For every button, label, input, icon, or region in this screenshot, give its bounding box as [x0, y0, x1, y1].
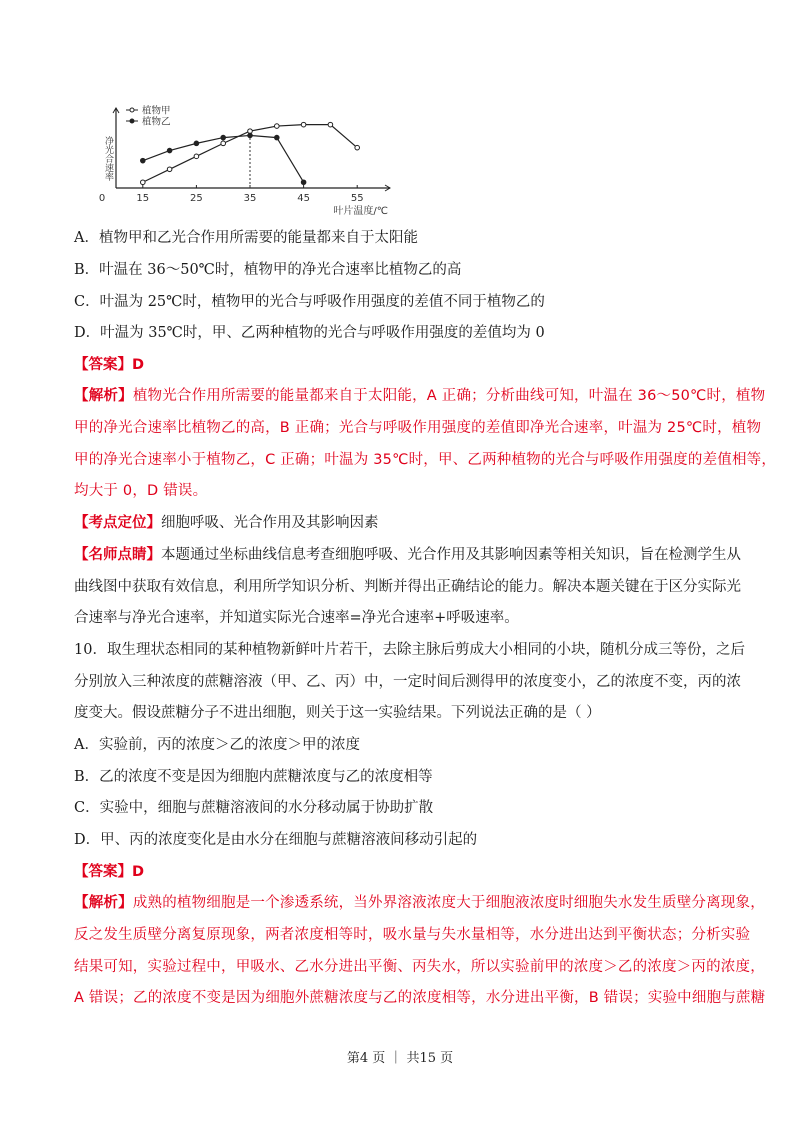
data-point: [248, 133, 253, 138]
data-point: [141, 158, 146, 163]
q10-analysis-line-3: 结果可知，实验过程中，甲吸水、乙水分进出平衡、丙失水，所以实验前甲的浓度＞乙的浓度＞丙的浓度，: [74, 959, 765, 975]
data-point: [328, 122, 333, 127]
kaodian-text: 细胞呼吸、光合作用及其影响因素: [161, 515, 379, 531]
data-point: [355, 145, 360, 150]
legend-marker: [130, 119, 134, 123]
chart-svg: [88, 100, 400, 216]
q9-analysis-line-3: 甲的净光合速率小于植物乙，C 正确；叶温为 35℃时，甲、乙两种植物的光合与呼吸作用强度的差值相等，: [74, 452, 777, 468]
data-point: [301, 122, 306, 127]
mingshi-text: 本题通过坐标曲线信息考查细胞呼吸、光合作用及其影响因素等相关知识，旨在检测学生从: [161, 547, 741, 563]
answer-value: D: [132, 864, 145, 880]
x-tick-label: 25: [190, 193, 203, 204]
legend-label: 植物甲: [142, 105, 171, 117]
data-point: [167, 167, 172, 172]
legend-label: 植物乙: [142, 116, 171, 128]
answer-tag: 【答案】: [74, 357, 132, 373]
q10-option-c: C．实验中，细胞与蔗糖溶液间的水分移动属于协助扩散: [74, 800, 434, 816]
q9-option-a: A．植物甲和乙光合作用所需要的能量都来自于太阳能: [74, 230, 418, 246]
page-footer: 第4 页 ｜ 共15 页: [346, 1051, 454, 1066]
data-point: [194, 154, 199, 159]
q9-option-b: B．叶温在 36～50℃时，植物甲的净光合速率比植物乙的高: [74, 262, 462, 278]
q9-analysis-line-2: 甲的净光合速率比植物乙的高，B 正确；光合与呼吸作用强度的差值即净光合速率，叶温为 25℃时，植物: [74, 420, 762, 436]
analysis-tag: 【解析】: [74, 895, 133, 911]
q9-answer: [74, 355, 734, 375]
data-point: [221, 135, 226, 140]
data-point: [275, 124, 280, 129]
q9-analysis-line-4: 均大于 0，D 错误。: [74, 483, 208, 499]
x-axis-label: 叶片温度/℃: [333, 206, 388, 216]
q10-option-d: D．甲、丙的浓度变化是由水分在细胞与蔗糖溶液间移动引起的: [74, 832, 478, 848]
y-axis-label: 净光合速率: [103, 136, 113, 181]
q10-option-a: A．实验前，丙的浓度＞乙的浓度＞甲的浓度: [74, 737, 360, 753]
q9-option-d: D．叶温为 35℃时，甲、乙两种植物的光合与呼吸作用强度的差值均为 0: [74, 325, 545, 341]
analysis-text: 成熟的植物细胞是一个渗透系统，当外界溶液浓度大于细胞液浓度时细胞失水发生质壁分离现象，: [132, 895, 765, 911]
analysis-text: 植物光合作用所需要的能量都来自于太阳能，A 正确；分析曲线可知，叶温在 36～50℃时，植物: [132, 388, 766, 404]
q9-kaodian: [74, 513, 734, 533]
data-point: [301, 180, 306, 185]
q10-analysis-line-2: 反之发生质壁分离复原现象，两者浓度相等时，吸水量与失水量相等，水分进出达到平衡状态；分析实验: [74, 927, 751, 943]
analysis-tag: 【解析】: [74, 388, 133, 404]
q9-mingshi-line-2: 曲线图中获取有效信息，利用所学知识分析、判断并得出正确结论的能力。解决本题关键在于区分实际光: [74, 579, 741, 595]
temperature-chart: [88, 100, 400, 216]
data-point: [141, 180, 146, 185]
legend-marker: [130, 108, 134, 112]
data-point: [221, 141, 226, 146]
mingshi-tag: 【名师点睛】: [74, 547, 161, 563]
x-tick-label: 0: [98, 193, 106, 204]
data-point: [167, 148, 172, 153]
data-point: [194, 141, 199, 146]
q9-analysis-line-1: [74, 386, 766, 406]
q9-mingshi-line-3: 合速率与净光合速率，并知道实际光合速率=净光合速率+呼吸速率。: [74, 610, 519, 626]
x-tick-label: 35: [243, 193, 257, 204]
x-tick-label: 15: [136, 193, 150, 204]
kaodian-tag: 【考点定位】: [74, 515, 161, 531]
q10-answer: [74, 862, 734, 882]
x-tick-label: 45: [297, 193, 310, 204]
q10-stem-line-1: 10．取生理状态相同的某种植物新鲜叶片若干，去除主脉后剪成大小相同的小块，随机分成三等份，之后: [74, 642, 745, 658]
data-point: [275, 135, 280, 140]
answer-tag: 【答案】: [74, 864, 132, 880]
q10-stem-line-3: 度变大。假设蔗糖分子不进出细胞，则关于这一实验结果。下列说法正确的是（ ）: [74, 705, 601, 721]
q9-mingshi-line-1: [74, 545, 741, 565]
q9-option-c: C．叶温为 25℃时，植物甲的光合与呼吸作用强度的差值不同于植物乙的: [74, 294, 545, 310]
answer-value: D: [132, 357, 145, 373]
q10-stem-line-2: 分别放入三种浓度的蔗糖溶液（甲、乙、丙）中，一定时间后测得甲的浓度变小，乙的浓度不变，丙的浓: [74, 674, 741, 690]
q10-option-b: B．乙的浓度不变是因为细胞内蔗糖浓度与乙的浓度相等: [74, 769, 433, 785]
q10-analysis-line-4: A 错误；乙的浓度不变是因为细胞外蔗糖浓度与乙的浓度相等，水分进出平衡，B 错误；实验中细胞与蔗糖: [74, 990, 766, 1006]
q10-analysis-line-1: [74, 893, 765, 913]
x-tick-label: 55: [350, 193, 364, 204]
